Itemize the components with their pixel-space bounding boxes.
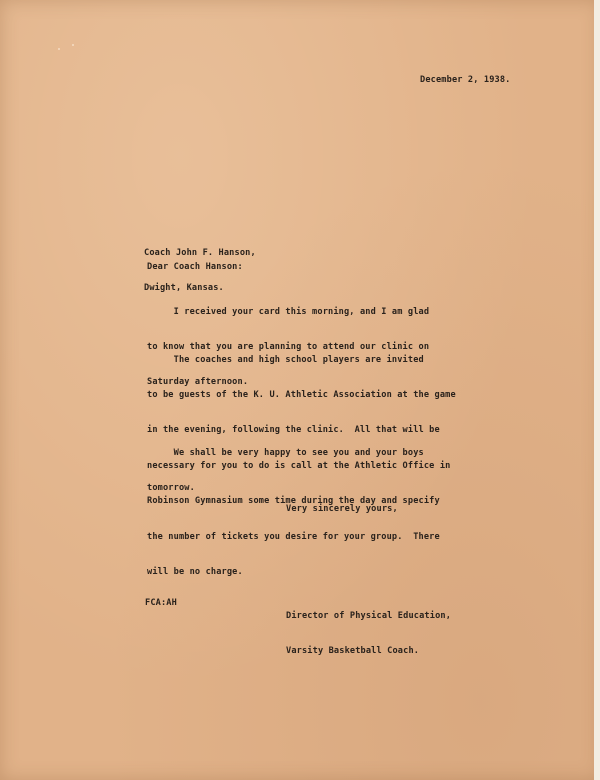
paper-speck: [72, 44, 74, 46]
letter-date: December 2, 1938.: [420, 75, 511, 85]
paragraph-line: I received your card this morning, and I am glad: [147, 306, 430, 317]
recipient-location: Dwight, Kansas.: [144, 282, 224, 293]
salutation: Dear Coach Hanson:: [147, 262, 243, 272]
paragraph-line: Saturday afternoon.: [147, 377, 249, 388]
signature-title-2: Varsity Basketball Coach.: [286, 645, 420, 656]
typist-initials: FCA:AH: [145, 598, 177, 608]
recipient-name: Coach John F. Hanson,: [144, 247, 256, 258]
paragraph-line: We shall be very happy to see you and your boys: [147, 447, 424, 458]
paragraph-line: tomorrow.: [147, 482, 195, 493]
paragraph-line: in the evening, following the clinic. All that will be: [147, 425, 440, 436]
scan-edge: [594, 0, 600, 780]
paragraph-line: to be guests of the K. U. Athletic Association at the game: [147, 389, 456, 400]
signature-block: [286, 587, 451, 681]
paragraph-line: The coaches and high school players are invited: [147, 354, 424, 365]
signature-title-1: Director of Physical Education,: [286, 610, 452, 621]
paragraph-line: will be no charge.: [147, 566, 243, 577]
closing: Very sincerely yours,: [286, 504, 398, 514]
paragraph-line: the number of tickets you desire for your group. There: [147, 531, 440, 542]
paper-speck: [58, 48, 60, 50]
paragraph-line: necessary for you to do is call at the Athletic Office in: [147, 460, 451, 471]
paragraph-line: Robinson Gymnasium some time during the day and specify: [147, 496, 440, 507]
paragraph-line: to know that you are planning to attend our clinic on: [147, 341, 430, 352]
